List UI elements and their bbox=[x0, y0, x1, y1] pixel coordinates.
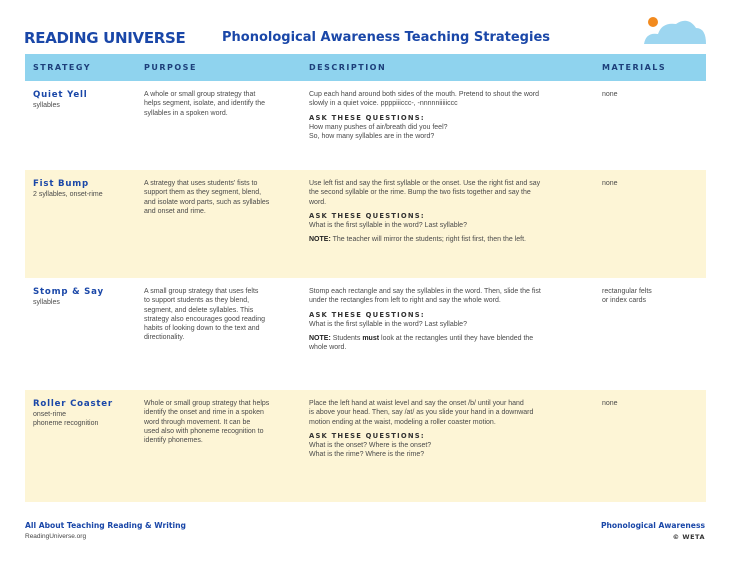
materials-cell: none bbox=[602, 91, 618, 98]
column-header-description: DESCRIPTION bbox=[309, 63, 387, 72]
description-cell bbox=[309, 179, 599, 244]
note-body: The teacher will mirror the students; right fist first, then the left. bbox=[332, 236, 526, 244]
strategy-name: Fist Bump bbox=[33, 179, 90, 189]
ask-questions-label: ASK THESE QUESTIONS: bbox=[309, 431, 425, 440]
ask-questions-label: ASK THESE QUESTIONS: bbox=[309, 310, 425, 319]
description-text: Place the left hand at waist level and say the onset /b/ until your hand is above your head. Then, say /at/ as you slide your hand in a downward motion ending at the waist, modeling a roller coaster motion. bbox=[309, 400, 534, 426]
description-cell bbox=[309, 399, 599, 459]
purpose-cell: A small group strategy that uses felts to support students as they blend, segment, and delete syllables. This strategy also encourages good reading habits of looking down to the text and directionality. bbox=[144, 288, 266, 342]
page-title: Phonological Awareness Teaching Strategies bbox=[222, 30, 550, 45]
note-text bbox=[309, 334, 599, 353]
materials-cell: none bbox=[602, 400, 618, 407]
materials-cell: rectangular felts or index cards bbox=[602, 288, 652, 305]
table-row bbox=[25, 170, 706, 278]
questions-text: What is the onset? Where is the onset? What is the rime? Where is the rime? bbox=[309, 441, 432, 459]
strategy-name: Quiet Yell bbox=[33, 90, 88, 100]
description-text: Stomp each rectangle and say the syllables in the word. Then, slide the fist under the rectangles from left to right and say the whole word. bbox=[309, 288, 541, 305]
reading-universe-logo: READING UNIVERSE bbox=[24, 29, 186, 47]
sun-cloud-icon bbox=[642, 14, 708, 46]
footer-series-title: All About Teaching Reading & Writing bbox=[25, 521, 186, 530]
note-body: look at the rectangles until they have blended the whole word. bbox=[309, 334, 534, 352]
description-cell bbox=[309, 90, 599, 141]
footer-copyright: © WETA bbox=[672, 533, 705, 541]
ask-questions-label: ASK THESE QUESTIONS: bbox=[309, 211, 425, 220]
note-prefix: Students bbox=[332, 334, 361, 342]
strategy-subtitle: syllables bbox=[33, 299, 60, 306]
table-row bbox=[25, 81, 706, 170]
materials-cell: none bbox=[602, 180, 618, 187]
strategy-cell bbox=[33, 179, 138, 199]
strategy-cell bbox=[33, 287, 138, 307]
questions-text: What is the first syllable in the word? Last syllable? bbox=[309, 320, 467, 328]
note-text bbox=[309, 235, 599, 244]
table-row bbox=[25, 390, 706, 502]
strategy-subtitle: 2 syllables, onset-rime bbox=[33, 191, 103, 198]
table-row bbox=[25, 278, 706, 390]
purpose-cell: A strategy that uses students’ fists to support them as they segment, blend, and isolate word parts, such as syllables and onset and rime. bbox=[144, 180, 270, 215]
description-text: Cup each hand around both sides of the mouth. Pretend to shout the word slowly in a quiet voice. ppppiiiccc-, -nnnnniiiiiccc bbox=[309, 91, 539, 108]
column-header-materials: MATERIALS bbox=[602, 63, 667, 72]
questions-text: What is the first syllable in the word? Last syllable? bbox=[309, 221, 467, 229]
questions-text: How many pushes of air/breath did you feel? So, how many syllables are in the word? bbox=[309, 123, 448, 140]
footer-url-link[interactable]: ReadingUniverse.org bbox=[25, 533, 87, 540]
note-label: NOTE: bbox=[309, 236, 331, 244]
note-label: NOTE: bbox=[309, 334, 331, 342]
table-header bbox=[25, 54, 706, 81]
strategy-subtitle: syllables bbox=[33, 102, 60, 109]
ask-questions-label: ASK THESE QUESTIONS: bbox=[309, 113, 425, 122]
note-emphasis: must bbox=[362, 334, 380, 342]
purpose-cell: Whole or small group strategy that helps identify the onset and rime in a spoken word through movement. It can be used also with phoneme recognition to identify phonemes. bbox=[144, 400, 270, 445]
strategy-name: Stomp & Say bbox=[33, 287, 104, 297]
column-header-purpose: PURPOSE bbox=[144, 63, 197, 72]
strategy-name: Roller Coaster bbox=[33, 399, 113, 409]
description-cell bbox=[309, 287, 599, 352]
strategy-cell bbox=[33, 399, 138, 429]
description-text: Use left fist and say the first syllable or the onset. Use the right fist and say the second syllable or the rime. Bump the two fists together and say the word. bbox=[309, 180, 541, 206]
column-header-strategy: STRATEGY bbox=[33, 63, 92, 72]
strategy-subtitle: onset-rime phoneme recognition bbox=[33, 411, 99, 428]
footer-topic: Phonological Awareness bbox=[600, 521, 705, 530]
purpose-cell: A whole or small group strategy that helps segment, isolate, and identify the syllables in a spoken word. bbox=[144, 91, 266, 117]
strategy-cell bbox=[33, 90, 138, 110]
strategies-table bbox=[25, 54, 706, 502]
